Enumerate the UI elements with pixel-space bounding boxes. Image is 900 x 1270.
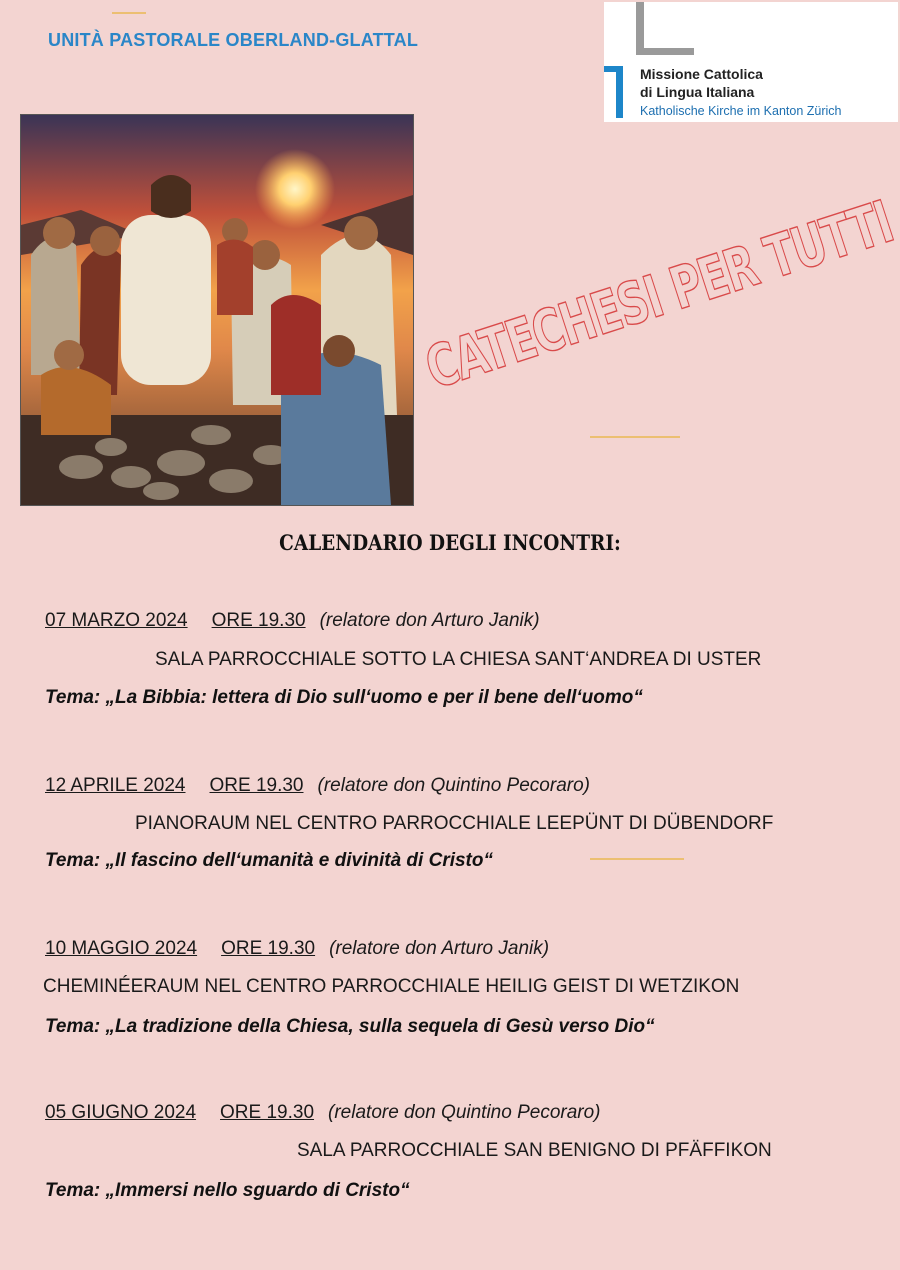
logo-line2: di Lingua Italiana [640,84,755,100]
scan-mark [590,436,680,438]
jesus-teaching-picture [20,114,414,506]
event-date: 07 MARZO 2024 [45,610,188,631]
event-4-place: SALA PARROCCHIALE SAN BENIGNO DI PFÄFFIKON [297,1140,772,1161]
event-2-tema: Tema: „Il fascino dell‘umanità e divinità di Cristo“ [45,850,493,871]
event-4-header [45,1102,601,1124]
event-3-header [45,938,549,960]
logo-line3: Katholische Kirche im Kanton Zürich [640,104,842,118]
catechesi-stamp: CATECHESI PER TUTTI [417,187,900,403]
event-speaker: (relatore don Quintino Pecoraro) [328,1102,601,1123]
event-4-tema: Tema: „Immersi nello sguardo di Cristo“ [45,1180,410,1201]
event-date: 10 MAGGIO 2024 [45,938,198,959]
calendar-title: CALENDARIO DEGLI INCONTRI: [279,530,621,555]
event-speaker: (relatore don Arturo Janik) [329,938,550,959]
logo-mark-icon [616,66,623,118]
event-1-place: SALA PARROCCHIALE SOTTO LA CHIESA SANT‘ANDREA DI USTER [155,649,762,670]
mission-logo [604,2,898,122]
logo-line1: Missione Cattolica [640,66,763,82]
event-date: 12 APRILE 2024 [45,775,186,796]
pastoral-unit-title: UNITÀ PASTORALE OBERLAND-GLATTAL [48,30,419,50]
event-3-tema: Tema: „La tradizione della Chiesa, sulla sequela di Gesù verso Dio“ [45,1016,655,1037]
scan-mark [590,858,684,860]
event-date: 05 GIUGNO 2024 [45,1102,197,1123]
event-time: ORE 19.30 [221,938,316,959]
event-time: ORE 19.30 [209,775,304,796]
event-time: ORE 19.30 [211,610,306,631]
event-time: ORE 19.30 [220,1102,315,1123]
logo-mark-icon [636,2,644,54]
event-3-place: CHEMINÉERAUM NEL CENTRO PARROCCHIALE HEILIG GEIST DI WETZIKON [43,976,740,997]
event-2-place: PIANORAUM NEL CENTRO PARROCCHIALE LEEPÜNT DI DÜBENDORF [135,813,774,834]
logo-mark-icon [636,48,694,55]
event-speaker: (relatore don Quintino Pecoraro) [317,775,590,796]
scan-mark [112,12,146,14]
event-2-header [45,775,590,797]
event-speaker: (relatore don Arturo Janik) [319,610,540,631]
event-1-tema: Tema: „La Bibbia: lettera di Dio sull‘uomo e per il bene dell‘uomo“ [45,687,643,708]
event-1-header [45,610,540,632]
